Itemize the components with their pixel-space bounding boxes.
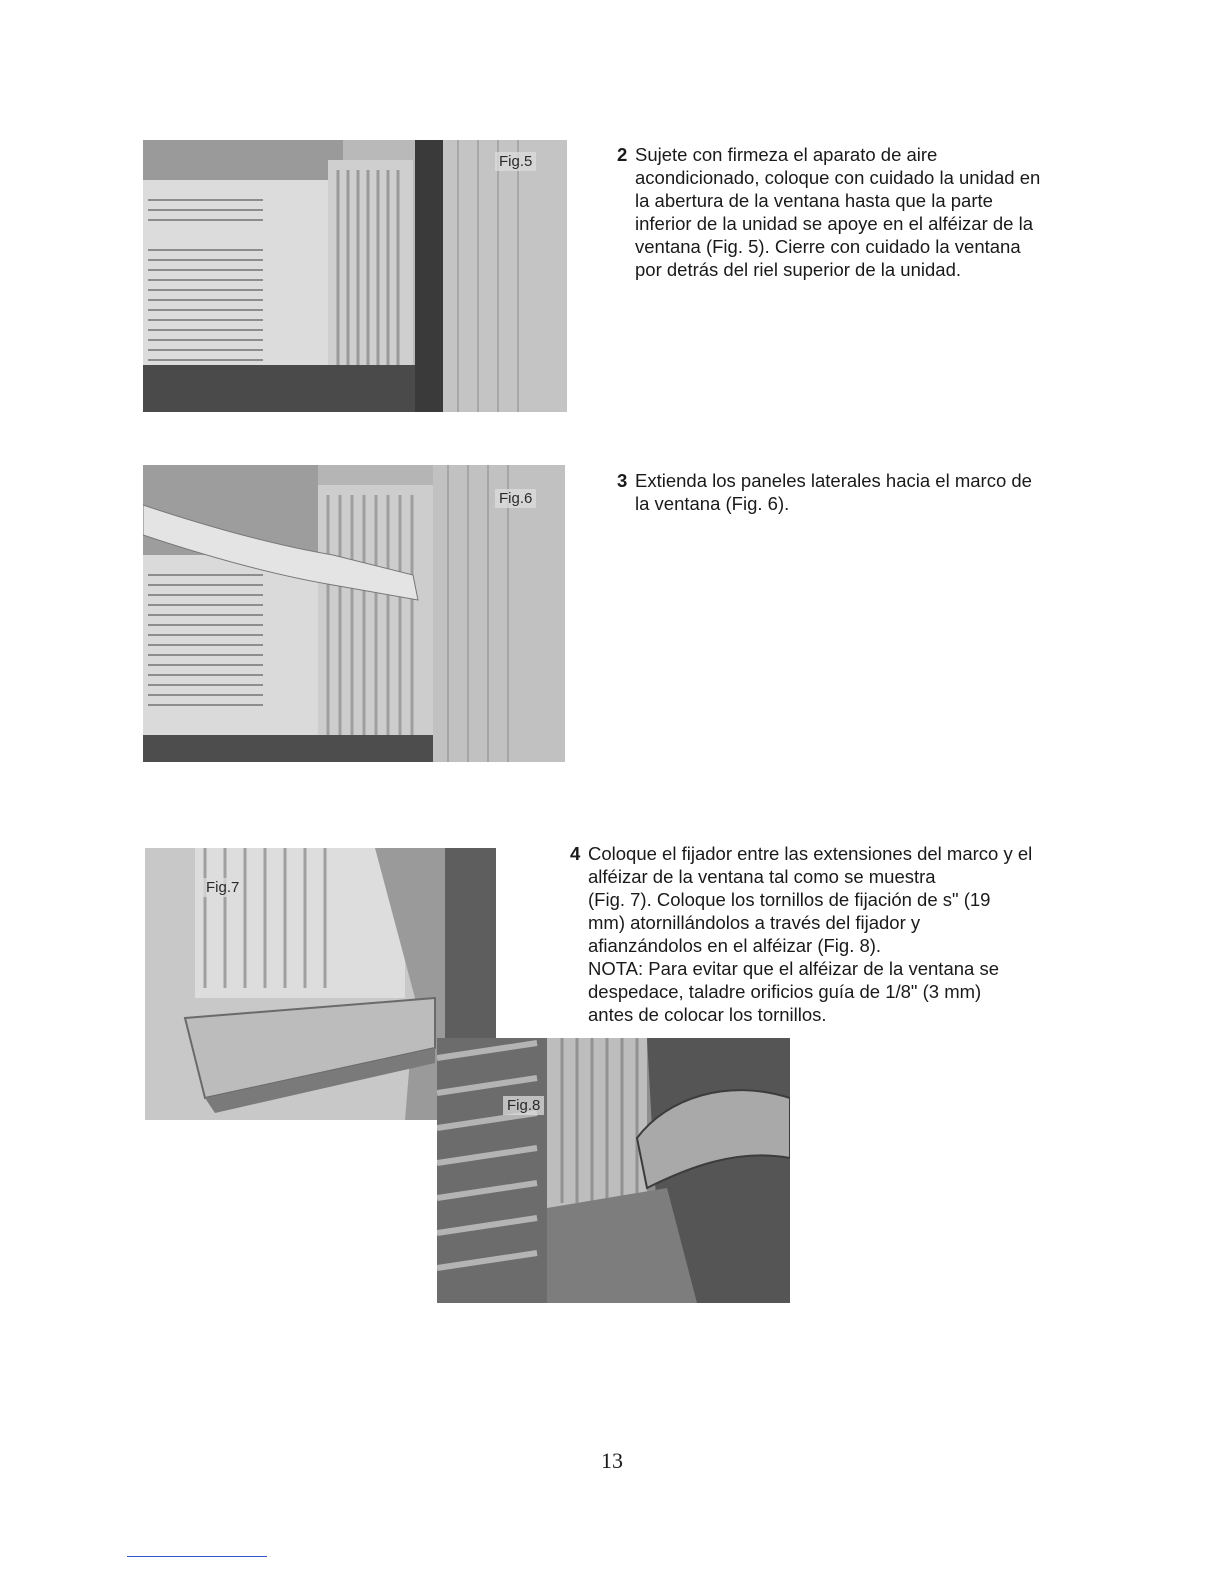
step-2-line: inferior de la unidad se apoye en el alféizar de la — [635, 213, 1034, 234]
step-4-text — [588, 842, 1032, 1026]
step-4-line: alféizar de la ventana tal como se muestra — [588, 866, 936, 887]
step-3-text — [635, 469, 1032, 515]
figure-6-photo — [143, 465, 565, 762]
step-4-line: afianzándolos en el alféizar (Fig. 8). — [588, 935, 882, 956]
step-2-line: por detrás del riel superior de la unidad. — [635, 259, 961, 280]
step-2-line: acondicionado, coloque con cuidado la unidad en — [635, 167, 1041, 188]
step-4-number: 4 — [570, 843, 581, 864]
figure-5-label: Fig.5 — [495, 152, 536, 171]
figure-8-photo — [437, 1038, 790, 1303]
figure-7-label: Fig.7 — [202, 878, 243, 897]
step-2-line: ventana (Fig. 5). Cierre con cuidado la ventana — [635, 236, 1021, 257]
step-4-line: Coloque el fijador entre las extensiones del marco y el — [588, 843, 1033, 864]
footer-rule — [127, 1556, 267, 1557]
figure-5-photo — [143, 140, 567, 412]
step-4-note-line: despedace, taladre orificios guía de 1/8" (3 mm) — [588, 981, 982, 1002]
figure-8-label: Fig.8 — [503, 1096, 544, 1115]
step-4-line: (Fig. 7). Coloque los tornillos de fijación de s" (19 — [588, 889, 991, 910]
step-3-number: 3 — [617, 470, 628, 491]
step-2-number: 2 — [617, 144, 628, 165]
step-2-line: Sujete con firmeza el aparato de aire — [635, 144, 938, 165]
step-3-line: Extienda los paneles laterales hacia el marco de — [635, 470, 1032, 491]
step-4-note-line: antes de colocar los tornillos. — [588, 1004, 827, 1025]
step-4-note-line: NOTA: Para evitar que el alféizar de la ventana se — [588, 958, 999, 979]
step-2-text — [635, 143, 1040, 281]
step-4-line: mm) atornillándolos a través del fijador y — [588, 912, 921, 933]
figure-6-image — [143, 465, 565, 762]
figure-8-image — [437, 1038, 790, 1303]
figure-6-label: Fig.6 — [495, 489, 536, 508]
page-number: 13 — [601, 1448, 623, 1473]
figure-5-image — [143, 140, 567, 412]
step-3-line: la ventana (Fig. 6). — [635, 493, 790, 514]
step-2-line: la abertura de la ventana hasta que la parte — [635, 190, 993, 211]
